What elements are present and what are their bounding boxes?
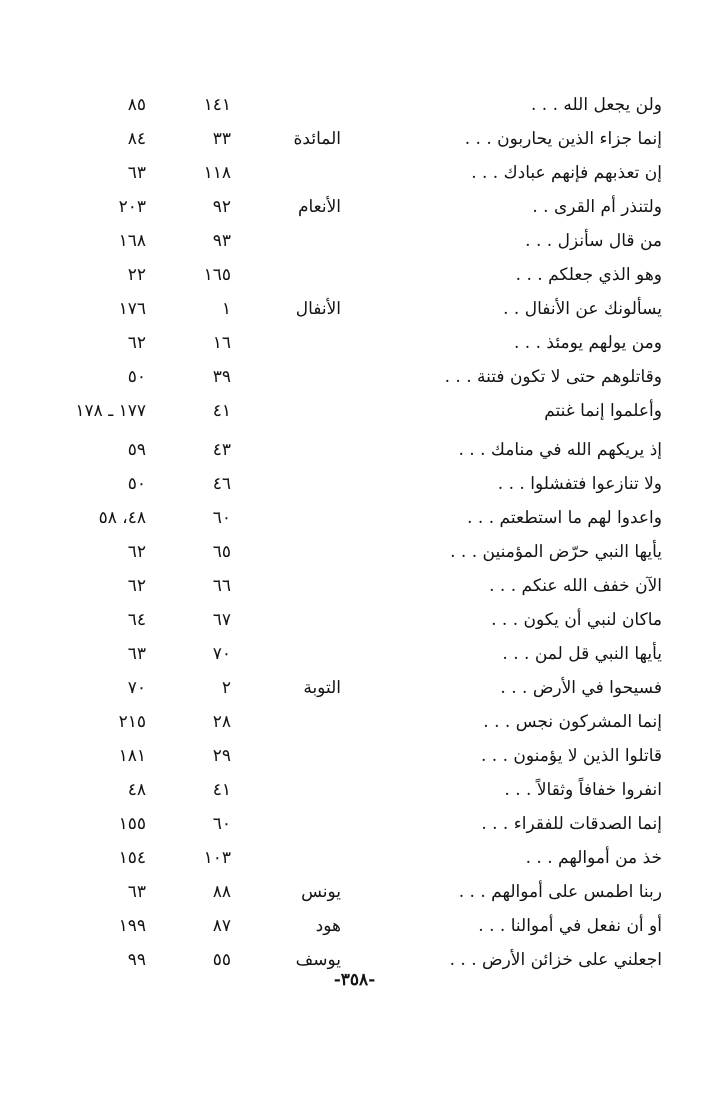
index-row: [0, 807, 709, 841]
ayah-number: ٤٣: [212, 440, 231, 460]
index-row: [0, 637, 709, 671]
index-row: [0, 326, 709, 360]
page-reference: ١٥٥: [118, 814, 146, 834]
page-reference: ١٧٧ ـ ١٧٨: [75, 401, 146, 421]
verse-text: إنما جزاء الذين يحاربون . . .: [464, 129, 662, 149]
index-row: [0, 705, 709, 739]
page-reference: ٢٠٣: [118, 197, 146, 217]
verse-text: ولا تنازعوا فتفشلوا . . .: [497, 474, 662, 494]
page-reference: ٦٣: [127, 644, 146, 664]
verse-text: إذ يريكهم الله في منامك . . .: [458, 440, 662, 460]
surah-name: يونس: [301, 882, 341, 902]
index-row: [0, 292, 709, 326]
index-row: [0, 909, 709, 943]
verse-text: قاتلوا الذين لا يؤمنون . . .: [480, 746, 662, 766]
page-reference: ٦٢: [127, 333, 146, 353]
index-row: [0, 671, 709, 705]
index-row: [0, 156, 709, 190]
ayah-number: ٥٥: [212, 950, 231, 970]
page-reference: ٨٤: [127, 129, 146, 149]
ayah-number: ٧٠: [212, 644, 231, 664]
verse-text: وأعلموا إنما غنتم: [544, 401, 662, 421]
verse-text: خذ من أموالهم . . .: [525, 848, 662, 868]
page-reference: ٦٢: [127, 576, 146, 596]
ayah-number: ٤٦: [212, 474, 231, 494]
page-reference: ٨٥: [127, 95, 146, 115]
page-reference: ١٩٩: [118, 916, 146, 936]
surah-name: يوسف: [295, 950, 341, 970]
page-reference: ٢١٥: [118, 712, 146, 732]
surah-name: الأنفال: [295, 299, 341, 319]
verse-text: يأيها النبي قل لمن . . .: [502, 644, 662, 664]
ayah-number: ٨٧: [212, 916, 231, 936]
ayah-number: ٩٢: [212, 197, 231, 217]
ayah-number: ١٦٥: [203, 265, 231, 285]
page-reference: ٤٨، ٥٨: [98, 508, 146, 528]
page-reference: ١٧٦: [118, 299, 146, 319]
page-reference: ٥٠: [127, 474, 146, 494]
ayah-number: ٦٥: [212, 542, 231, 562]
index-row: [0, 224, 709, 258]
ayah-number: ٣٣: [212, 129, 231, 149]
verse-text: وقاتلوهم حتى لا تكون فتنة . . .: [444, 367, 662, 387]
page-reference: ٦٤: [127, 610, 146, 630]
ayah-number: ٤١: [212, 780, 231, 800]
page-reference: ٥٠: [127, 367, 146, 387]
ayah-number: ٢٨: [212, 712, 231, 732]
surah-name: هود: [315, 916, 341, 936]
ayah-number: ٦٠: [212, 508, 231, 528]
verse-text: وهو الذي جعلكم . . .: [515, 265, 662, 285]
index-row: [0, 190, 709, 224]
ayah-number: ٣٩: [212, 367, 231, 387]
verse-text: واعدوا لهم ما استطعتم . . .: [467, 508, 662, 528]
index-row: [0, 88, 709, 122]
verse-text: الآن خفف الله عنكم . . .: [489, 576, 662, 596]
verse-text: ماكان لنبي أن يكون . . .: [491, 610, 662, 630]
verse-text: ومن يولهم يومئذ . . .: [513, 333, 662, 353]
verse-text: انفروا خفافاً وثقالاً . . .: [504, 780, 662, 800]
index-row: [0, 739, 709, 773]
index-row: [0, 122, 709, 156]
verse-text: إنما الصدقات للفقراء . . .: [481, 814, 662, 834]
verse-text: يسألونك عن الأنفال . .: [503, 299, 662, 319]
ayah-number: ٦٠: [212, 814, 231, 834]
page-reference: ٥٩: [127, 440, 146, 460]
index-row: [0, 501, 709, 535]
verse-text: إنما المشركون نجس . . .: [483, 712, 662, 732]
ayah-number: ٢٩: [212, 746, 231, 766]
ayah-number: ١٤١: [203, 95, 231, 115]
ayah-number: ١١٨: [203, 163, 231, 183]
page-reference: ١٥٤: [118, 848, 146, 868]
ayah-number: ٤١: [212, 401, 231, 421]
index-row: [0, 773, 709, 807]
index-row: [0, 258, 709, 292]
ayah-number: ٦٧: [212, 610, 231, 630]
page-reference: ٦٢: [127, 542, 146, 562]
index-row: [0, 360, 709, 394]
ayah-number: ٩٣: [212, 231, 231, 251]
page-reference: ٦٣: [127, 882, 146, 902]
index-row: [0, 569, 709, 603]
ayah-number: ١: [221, 299, 231, 319]
verse-text: أو أن نفعل في أموالنا . . .: [478, 916, 662, 936]
page-number: -٣٥٨-: [333, 970, 376, 990]
page-reference: ١٦٨: [118, 231, 146, 251]
page-reference: ٦٣: [127, 163, 146, 183]
verse-text: ربنا اطمس على أموالهم . . .: [458, 882, 662, 902]
index-row: [0, 433, 709, 467]
surah-name: المائدة: [293, 129, 341, 149]
page-reference: ٧٠: [127, 678, 146, 698]
ayah-number: ٦٦: [212, 576, 231, 596]
verse-text: ولن يجعل الله . . .: [531, 95, 662, 115]
verse-text: اجعلني على خزائن الأرض . . .: [449, 950, 662, 970]
page-reference: ٩٩: [127, 950, 146, 970]
verse-text: إن تعذبهم فإنهم عبادك . . .: [471, 163, 662, 183]
index-row: [0, 394, 709, 428]
page-reference: ٤٨: [127, 780, 146, 800]
index-row: [0, 467, 709, 501]
ayah-number: ١٦: [212, 333, 231, 353]
ayah-number: ١٠٣: [203, 848, 231, 868]
index-row: [0, 603, 709, 637]
index-row: [0, 841, 709, 875]
ayah-number: ٢: [221, 678, 231, 698]
index-row: [0, 875, 709, 909]
surah-name: الأنعام: [297, 197, 341, 217]
verse-text: فسيحوا في الأرض . . .: [500, 678, 662, 698]
index-row: [0, 535, 709, 569]
ayah-number: ٨٨: [212, 882, 231, 902]
page-reference: ٢٢: [127, 265, 146, 285]
surah-name: التوبة: [303, 678, 341, 698]
page-reference: ١٨١: [118, 746, 146, 766]
verse-text: ولتنذر أم القرى . .: [532, 197, 662, 217]
verse-text: من قال سأنزل . . .: [525, 231, 662, 251]
verse-text: يأيها النبي حرّض المؤمنين . . .: [450, 542, 662, 562]
